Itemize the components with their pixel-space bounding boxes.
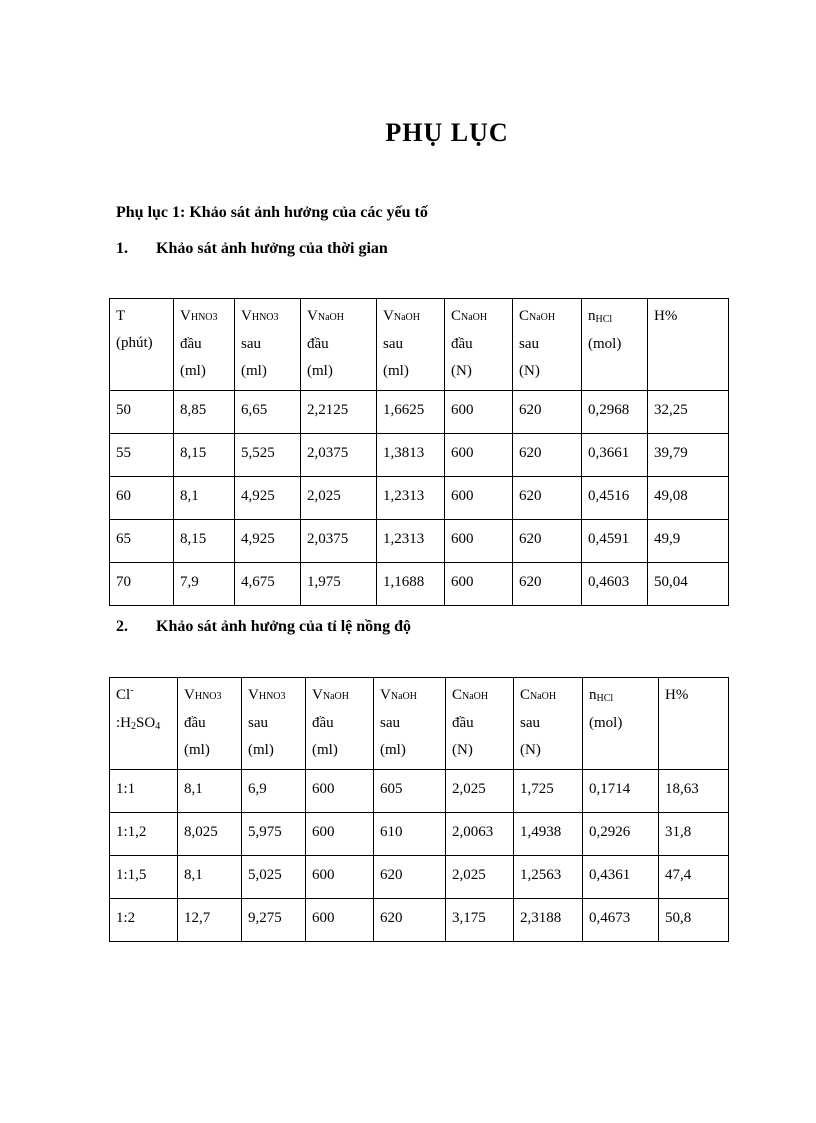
header-c-naoh-start: CNaOH đầu (N) bbox=[446, 678, 514, 770]
table-cell: 1:1,5 bbox=[110, 856, 178, 899]
header-yield: H% bbox=[648, 299, 729, 391]
table-cell: 5,525 bbox=[235, 434, 301, 477]
header-v-hno3-end: VHNO3 sau (ml) bbox=[242, 678, 306, 770]
header-v-hno3-end: VHNO3 sau (ml) bbox=[235, 299, 301, 391]
table-cell: 5,025 bbox=[242, 856, 306, 899]
table-cell: 0,4673 bbox=[583, 899, 659, 942]
table-cell: 6,65 bbox=[235, 391, 301, 434]
table-cell: 55 bbox=[110, 434, 174, 477]
table-cell: 620 bbox=[513, 520, 582, 563]
table-row bbox=[110, 813, 729, 856]
table-cell: 600 bbox=[445, 520, 513, 563]
table-row bbox=[110, 477, 729, 520]
table-cell: 0,1714 bbox=[583, 770, 659, 813]
header-v-naoh-start: VNaOH đầu (ml) bbox=[301, 299, 377, 391]
table-cell: 600 bbox=[306, 813, 374, 856]
table-cell: 600 bbox=[445, 391, 513, 434]
table-cell: 600 bbox=[306, 856, 374, 899]
section-title: Khảo sát ảnh hưởng của thời gian bbox=[156, 240, 388, 257]
table-cell: 8,1 bbox=[178, 770, 242, 813]
table-cell: 620 bbox=[374, 899, 446, 942]
table-row bbox=[110, 770, 729, 813]
table-cell: 18,63 bbox=[659, 770, 729, 813]
table-row bbox=[110, 434, 729, 477]
table-cell: 600 bbox=[445, 434, 513, 477]
header-v-naoh-start: VNaOH đầu (ml) bbox=[306, 678, 374, 770]
table-cell: 0,2968 bbox=[582, 391, 648, 434]
table-cell: 1:1 bbox=[110, 770, 178, 813]
table-cell: 60 bbox=[110, 477, 174, 520]
table-row bbox=[110, 391, 729, 434]
table-cell: 49,08 bbox=[648, 477, 729, 520]
table-cell: 1,2313 bbox=[377, 477, 445, 520]
table-header-row bbox=[110, 299, 729, 391]
table-cell: 5,975 bbox=[242, 813, 306, 856]
table-cell: 1,3813 bbox=[377, 434, 445, 477]
page-title: PHỤ LỤC bbox=[385, 118, 509, 147]
table-cell: 0,4591 bbox=[582, 520, 648, 563]
table-cell: 600 bbox=[445, 477, 513, 520]
table-cell: 1,975 bbox=[301, 563, 377, 606]
header-v-hno3-start: VHNO3 đầu (ml) bbox=[174, 299, 235, 391]
header-time: T (phút) bbox=[110, 299, 174, 391]
table-cell: 600 bbox=[445, 563, 513, 606]
table-cell: 4,675 bbox=[235, 563, 301, 606]
table-cell: 0,4516 bbox=[582, 477, 648, 520]
header-n-hcl: nHCl (mol) bbox=[583, 678, 659, 770]
table-cell: 7,9 bbox=[174, 563, 235, 606]
table-cell: 620 bbox=[374, 856, 446, 899]
table-cell: 8,1 bbox=[174, 477, 235, 520]
table-cell: 600 bbox=[306, 770, 374, 813]
table-cell: 70 bbox=[110, 563, 174, 606]
table-cell: 8,15 bbox=[174, 434, 235, 477]
table-cell: 610 bbox=[374, 813, 446, 856]
table-cell: 620 bbox=[513, 477, 582, 520]
table-cell: 620 bbox=[513, 434, 582, 477]
header-n-hcl: nHCl (mol) bbox=[582, 299, 648, 391]
table-cell: 31,8 bbox=[659, 813, 729, 856]
table-cell: 600 bbox=[306, 899, 374, 942]
table-cell: 0,3661 bbox=[582, 434, 648, 477]
section-title: Khảo sát ảnh hưởng của tỉ lệ nồng độ bbox=[156, 618, 411, 635]
appendix-heading: Phụ lục 1: Khảo sát ảnh hưởng của các yếu tố bbox=[116, 204, 428, 221]
table-cell: 0,2926 bbox=[583, 813, 659, 856]
table-cell: 2,0375 bbox=[301, 520, 377, 563]
table-cell: 2,025 bbox=[301, 477, 377, 520]
table-row bbox=[110, 899, 729, 942]
header-ratio: Cl- :H2SO4 bbox=[110, 678, 178, 770]
table-cell: 8,025 bbox=[178, 813, 242, 856]
table-cell: 4,925 bbox=[235, 520, 301, 563]
header-yield: H% bbox=[659, 678, 729, 770]
table-cell: 1:2 bbox=[110, 899, 178, 942]
table-cell: 50,04 bbox=[648, 563, 729, 606]
table-cell: 49,9 bbox=[648, 520, 729, 563]
table-cell: 4,925 bbox=[235, 477, 301, 520]
header-v-naoh-end: VNaOH sau (ml) bbox=[377, 299, 445, 391]
table-cell: 50 bbox=[110, 391, 174, 434]
table-cell: 2,025 bbox=[446, 856, 514, 899]
table-body bbox=[110, 391, 729, 606]
table-cell: 12,7 bbox=[178, 899, 242, 942]
section-number: 2. bbox=[116, 618, 128, 635]
table-header-row bbox=[110, 678, 729, 770]
header-v-hno3-start: VHNO3 đầu (ml) bbox=[178, 678, 242, 770]
table-cell: 620 bbox=[513, 391, 582, 434]
table-cell: 3,175 bbox=[446, 899, 514, 942]
table-row bbox=[110, 520, 729, 563]
table-cell: 1,1688 bbox=[377, 563, 445, 606]
table-cell: 1,725 bbox=[514, 770, 583, 813]
table-cell: 1,2313 bbox=[377, 520, 445, 563]
table-cell: 2,2125 bbox=[301, 391, 377, 434]
header-c-naoh-end: CNaOH sau (N) bbox=[513, 299, 582, 391]
table-cell: 47,4 bbox=[659, 856, 729, 899]
table-cell: 50,8 bbox=[659, 899, 729, 942]
table-cell: 2,0063 bbox=[446, 813, 514, 856]
header-c-naoh-start: CNaOH đầu (N) bbox=[445, 299, 513, 391]
section-1-heading bbox=[116, 240, 388, 258]
table-cell: 39,79 bbox=[648, 434, 729, 477]
table-cell: 32,25 bbox=[648, 391, 729, 434]
table-cell: 1:1,2 bbox=[110, 813, 178, 856]
table-cell: 1,4938 bbox=[514, 813, 583, 856]
table-cell: 2,0375 bbox=[301, 434, 377, 477]
ratio-effect-table bbox=[109, 677, 729, 942]
table-cell: 8,85 bbox=[174, 391, 235, 434]
section-2-heading bbox=[116, 618, 411, 636]
table-cell: 1,2563 bbox=[514, 856, 583, 899]
time-effect-table bbox=[109, 298, 729, 606]
section-number: 1. bbox=[116, 240, 128, 257]
table-cell: 605 bbox=[374, 770, 446, 813]
table-cell: 0,4603 bbox=[582, 563, 648, 606]
table-cell: 6,9 bbox=[242, 770, 306, 813]
table-cell: 1,6625 bbox=[377, 391, 445, 434]
table-cell: 9,275 bbox=[242, 899, 306, 942]
table-cell: 2,3188 bbox=[514, 899, 583, 942]
header-c-naoh-end: CNaOH sau (N) bbox=[514, 678, 583, 770]
table-row bbox=[110, 563, 729, 606]
table-cell: 8,15 bbox=[174, 520, 235, 563]
table-cell: 65 bbox=[110, 520, 174, 563]
header-v-naoh-end: VNaOH sau (ml) bbox=[374, 678, 446, 770]
table-cell: 8,1 bbox=[178, 856, 242, 899]
table-cell: 2,025 bbox=[446, 770, 514, 813]
table-cell: 0,4361 bbox=[583, 856, 659, 899]
table-body bbox=[110, 770, 729, 942]
table-row bbox=[110, 856, 729, 899]
table-cell: 620 bbox=[513, 563, 582, 606]
